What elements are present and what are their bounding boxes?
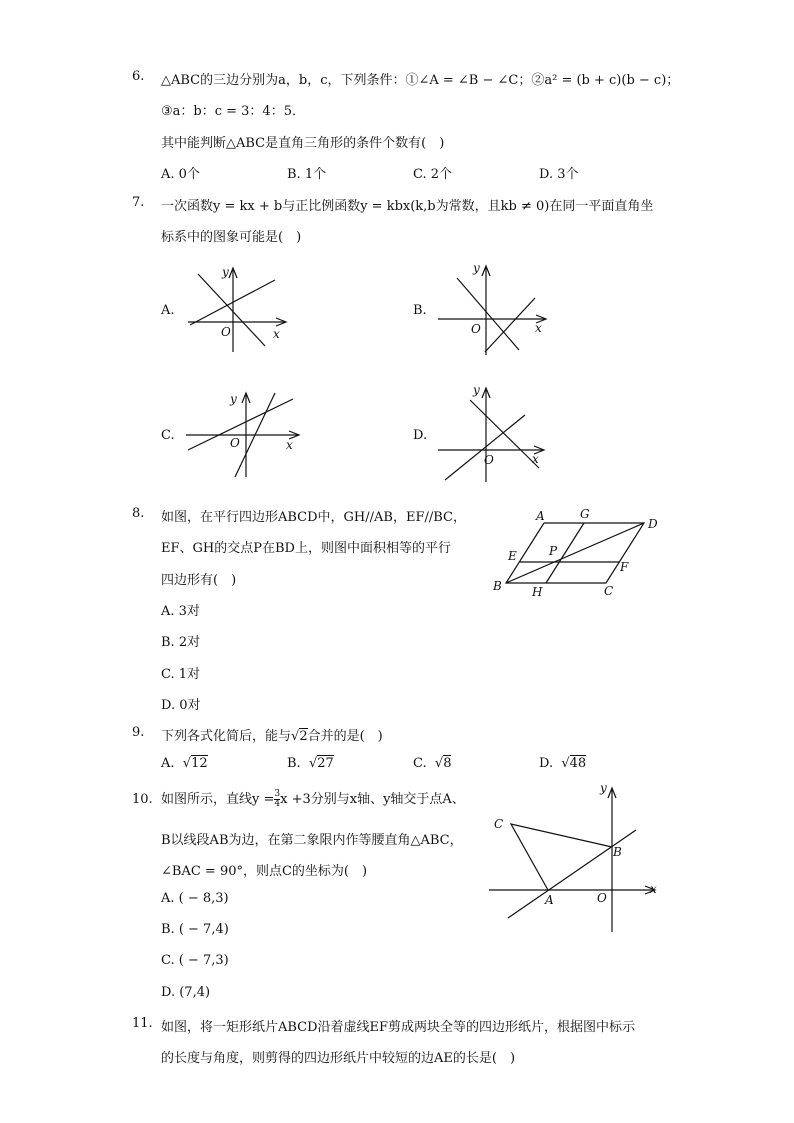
option-a: A. 0个 <box>161 167 200 182</box>
option-b: B. 1个 <box>287 167 327 182</box>
radicand: 8 <box>443 756 452 771</box>
option-label: A. <box>161 756 175 771</box>
axis-x-label: x <box>286 438 293 452</box>
question-number: 7. <box>132 195 145 210</box>
radicand: 48 <box>569 756 587 771</box>
label-e: E <box>508 549 517 563</box>
option-d: D. √48 <box>539 756 587 771</box>
option-c: C. 1对 <box>161 667 201 682</box>
axis-y-label: y <box>473 261 480 275</box>
question-text: EF、GH的交点P在BD上，则图中面积相等的平行 <box>161 541 451 556</box>
parallelogram-figure <box>488 505 668 600</box>
question-number: 11. <box>132 1016 153 1031</box>
question-text: ∠BAC = 90°，则点C的坐标为( ) <box>161 864 368 879</box>
axis-y-label: y <box>230 392 237 406</box>
label-a: A <box>545 893 554 907</box>
radicand: 2 <box>299 729 308 744</box>
axis-x-label: x <box>535 321 542 335</box>
graph-c <box>183 385 303 480</box>
axis-y-label: y <box>600 781 607 795</box>
option-c: C. √8 <box>413 756 452 771</box>
graph-label-a: A. <box>161 303 175 318</box>
option-b: B. 2对 <box>161 635 201 650</box>
question-text-part: 下列各式化简后，能与 <box>161 729 292 744</box>
question-text-part: 如图所示，直线y = <box>161 792 275 807</box>
label-a: A <box>536 509 545 523</box>
origin-label: O <box>597 891 607 905</box>
question-text: 的长度与角度，则剪得的四边形纸片中较短的边AE的长是( ) <box>161 1051 516 1066</box>
axis-y-label: y <box>473 383 480 397</box>
question-number: 10. <box>132 792 153 807</box>
option-a: A. ( − 8,3) <box>161 891 229 906</box>
option-a: A. 3对 <box>161 604 200 619</box>
question-text: 四边形有( ) <box>161 573 237 588</box>
fraction-numerator: 3 <box>274 789 281 799</box>
question-number: 6. <box>132 69 145 84</box>
option-label: C. <box>413 756 427 771</box>
option-c: C. 2个 <box>413 167 453 182</box>
graph-label-b: B. <box>413 303 427 318</box>
question-text: 如图，将一矩形纸片ABCD沿着虚线EF剪成两块全等的四边形纸片，根据图中标示 <box>161 1020 636 1035</box>
graph-label-c: C. <box>161 428 175 443</box>
option-d: D. (7,4) <box>161 985 211 1000</box>
label-c: C <box>604 584 614 598</box>
option-a: A. √12 <box>161 756 208 771</box>
axis-x-label: x <box>532 452 539 466</box>
sqrt-symbol: √2 <box>291 729 308 744</box>
axis-x-label: x <box>273 327 280 341</box>
label-b: B <box>613 845 622 859</box>
question-text: △ABC的三边分别为a，b，c，下列条件：①∠A = ∠B − ∠C；②a² = (b + c)(b − c)； <box>161 73 680 88</box>
question-text <box>161 725 383 744</box>
option-label: B. <box>287 756 301 771</box>
option-label: D. <box>539 756 554 771</box>
origin-label: O <box>230 436 240 450</box>
question-text: B以线段AB为边，在第二象限内作等腰直角△ABC， <box>161 833 463 848</box>
label-h: H <box>532 585 543 599</box>
graph-b <box>435 258 550 358</box>
question-text <box>161 788 465 809</box>
label-f: F <box>620 560 629 574</box>
radicand: 12 <box>191 756 208 771</box>
question-number: 8. <box>132 506 145 521</box>
option-b: B. √27 <box>287 756 334 771</box>
option-d: D. 3个 <box>539 167 579 182</box>
graph-a <box>180 260 290 355</box>
axis-y-label: y <box>222 265 229 279</box>
question-number: 9. <box>132 725 145 740</box>
label-b: B <box>493 579 502 593</box>
label-d: D <box>648 517 658 531</box>
option-b: B. ( − 7,4) <box>161 922 229 937</box>
graph-d <box>435 380 550 485</box>
radicand: 27 <box>317 756 334 771</box>
question-text: 标系中的图象可能是( ) <box>161 230 302 245</box>
coordinate-figure <box>486 780 666 935</box>
graph-label-d: D. <box>413 428 428 443</box>
axis-x-label: x <box>650 882 657 896</box>
option-c: C. ( − 7,3) <box>161 953 229 968</box>
question-text: 其中能判断△ABC是直角三角形的条件个数有( ) <box>161 136 445 151</box>
origin-label: O <box>221 325 231 339</box>
question-text-part: 合并的是( ) <box>307 729 383 744</box>
question-text: 一次函数y = kx + b与正比例函数y = kbx(k,b为常数，且kb ≠ 0)在同一平面直角坐 <box>161 199 654 214</box>
question-text-part: x +3分别与x轴、y轴交于点A、 <box>280 792 465 807</box>
label-c: C <box>494 817 504 831</box>
question-text: 如图，在平行四边形ABCD中，GH//AB，EF//BC， <box>161 510 466 525</box>
question-text: ③a：b：c = 3：4：5． <box>161 104 305 119</box>
option-d: D. 0对 <box>161 698 201 713</box>
fraction-denominator: 4 <box>274 799 281 809</box>
label-p: P <box>549 544 558 558</box>
label-g: G <box>580 507 590 521</box>
origin-label: O <box>471 322 481 336</box>
origin-label: O <box>484 453 494 467</box>
